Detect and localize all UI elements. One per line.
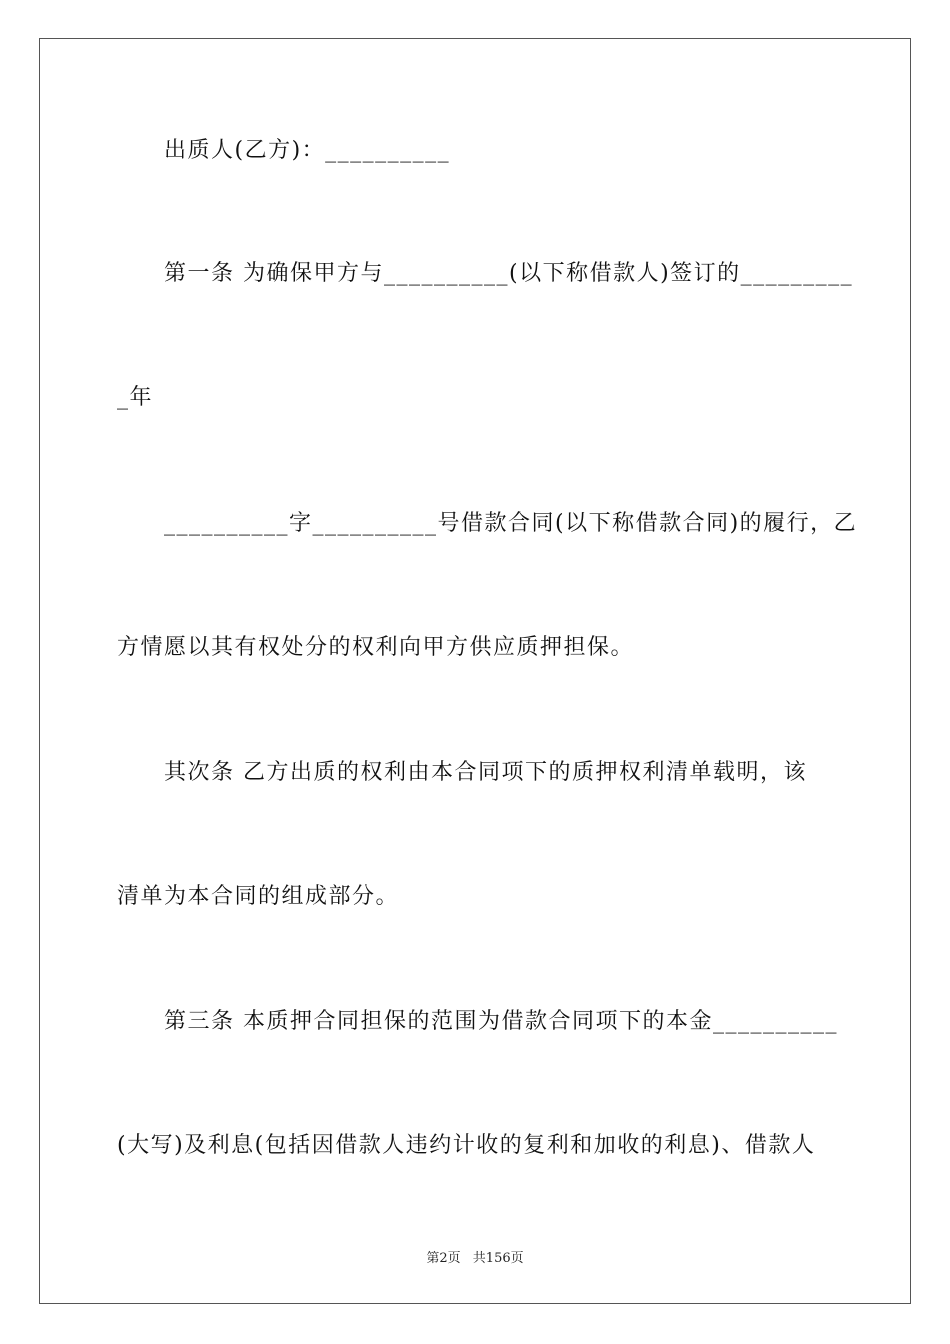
pledgor-line: 出质人(乙方)：__________ <box>164 138 451 163</box>
article-2-line-1: 其次条 乙方出质的权利由本合同项下的质押权利清单载明，该 <box>164 760 807 785</box>
article-1-line-3: __________字__________号借款合同(以下称借款合同)的履行，乙 <box>164 511 858 536</box>
page-frame <box>39 38 911 1304</box>
article-2-line-2: 清单为本合同的组成部分。 <box>117 884 400 909</box>
page-total: 共156页 <box>472 1251 524 1266</box>
page-footer <box>0 1247 950 1266</box>
article-3-line-1: 第三条 本质押合同担保的范围为借款合同项下的本金__________ <box>164 1009 838 1034</box>
article-1-line-2: _年 <box>117 385 154 410</box>
article-1-line-4: 方情愿以其有权处分的权利向甲方供应质押担保。 <box>117 635 635 660</box>
page-number: 第2页 <box>426 1251 461 1266</box>
article-1-line-1: 第一条 为确保甲方与__________(以下称借款人)签订的_________ <box>164 261 854 286</box>
article-3-line-2: (大写)及利息(包括因借款人违约计收的复利和加收的利息)、借款人 <box>117 1133 816 1158</box>
